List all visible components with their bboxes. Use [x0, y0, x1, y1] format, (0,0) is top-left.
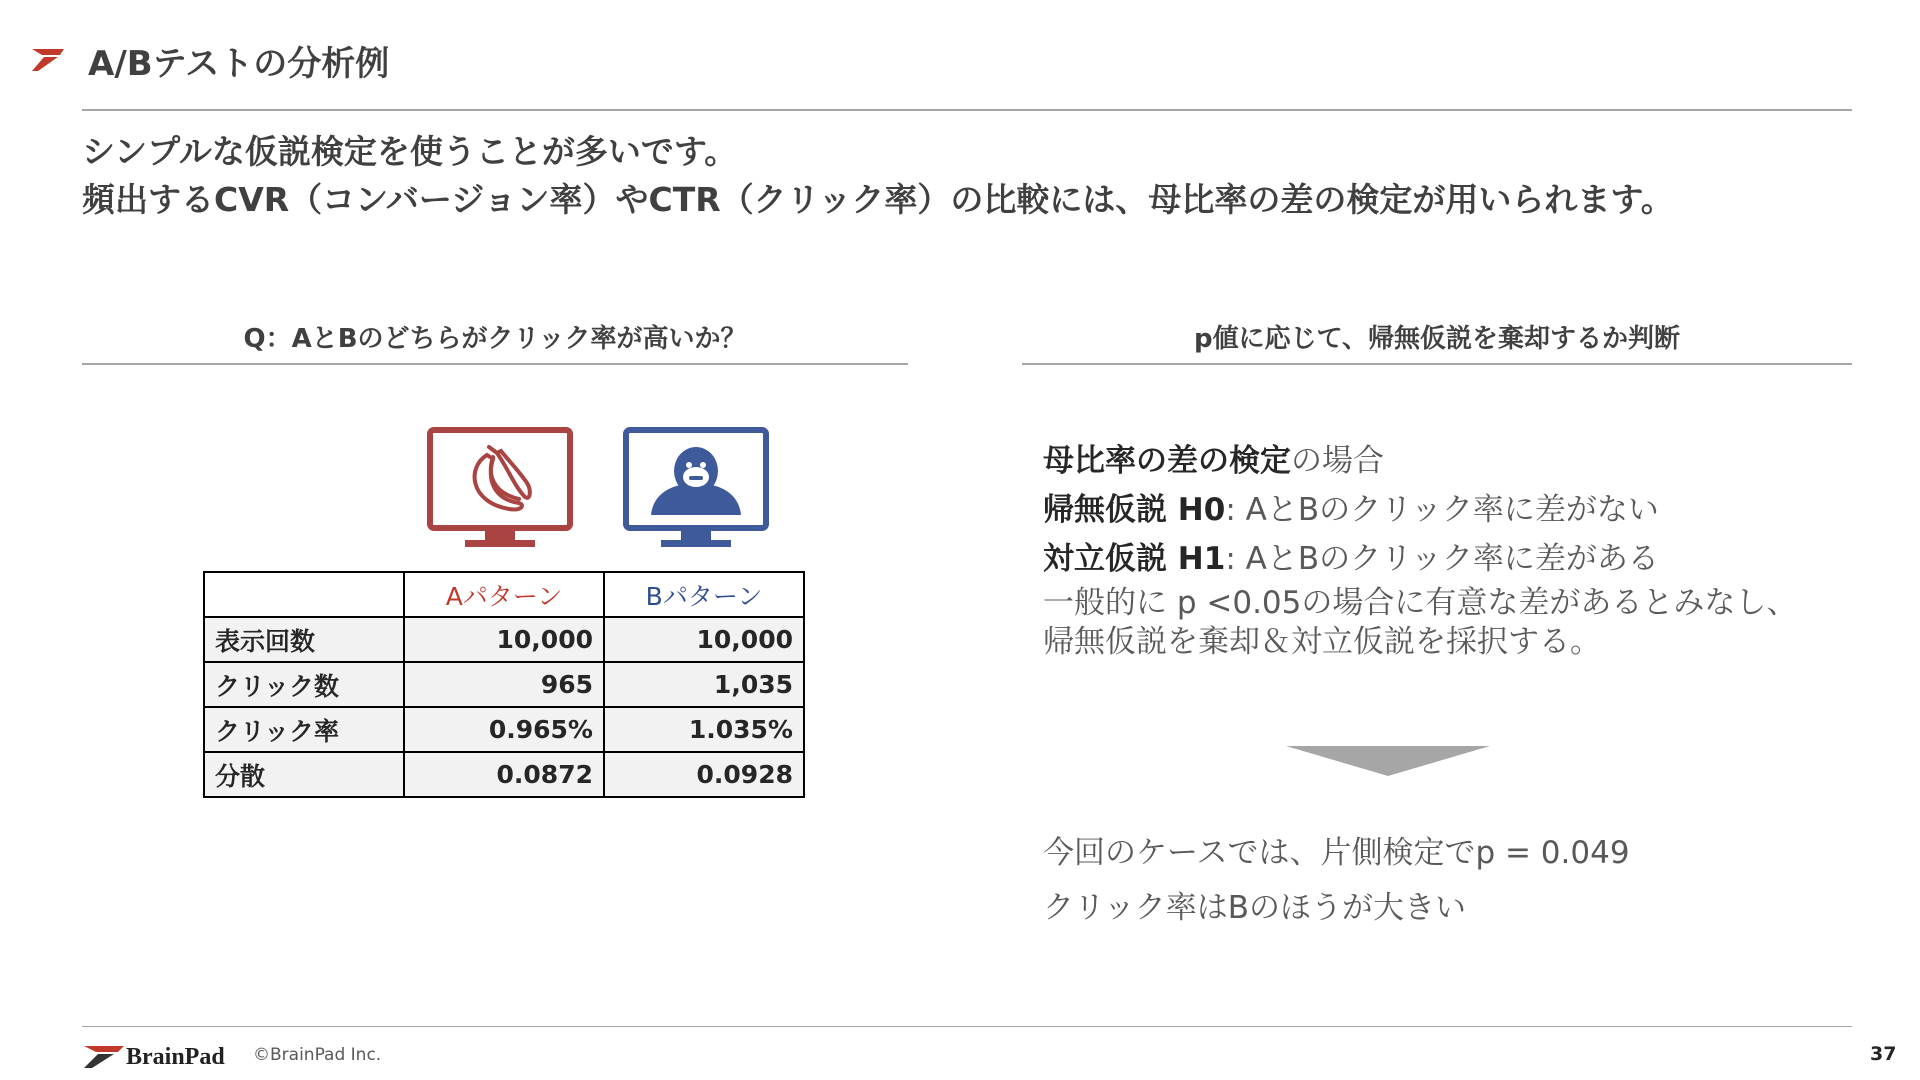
alt-hypothesis-line [1043, 535, 1797, 584]
down-arrow-icon [1286, 746, 1490, 776]
brainpad-logo [82, 1040, 242, 1070]
significance-note-2: 帰無仮説を棄却＆対立仮説を採択する。 [1043, 624, 1601, 660]
cell-b: 1,035 [604, 662, 804, 707]
row-label: 表示回数 [204, 617, 404, 662]
copyright-text: ©BrainPad Inc. [253, 1045, 382, 1065]
test-name-line [1043, 437, 1797, 486]
monitor-b-icon [623, 427, 769, 549]
test-name-suffix: の場合 [1291, 443, 1384, 479]
brainpad-logo-text: BrainPad [126, 1044, 225, 1070]
null-hypothesis-text: : AとBのクリック率に差がない [1225, 492, 1659, 528]
title-divider [82, 109, 1852, 111]
alt-hypothesis-label: 対立仮説 H1 [1043, 541, 1226, 577]
column-header-a: Aパターン [404, 572, 604, 617]
result-line-2: クリック率はBのほうが大きい [1043, 890, 1467, 926]
footer-divider [82, 1026, 1852, 1027]
cell-a: 0.965% [404, 707, 604, 752]
table-corner-cell [204, 572, 404, 617]
row-label: 分散 [204, 752, 404, 797]
cell-b: 1.035% [604, 707, 804, 752]
cell-a: 965 [404, 662, 604, 707]
right-section-heading: p値に応じて、帰無仮説を棄却するか判断 [1193, 324, 1681, 354]
result-block [1043, 826, 1630, 936]
result-line-1: 今回のケースでは、片側検定でp = 0.049 [1043, 835, 1630, 871]
lead-line-1: シンプルな仮説検定を使うことが多いです。 [82, 132, 738, 171]
table-row [204, 617, 804, 662]
significance-note-1: 一般的に p <0.05の場合に有意な差があるとみなし、 [1043, 585, 1798, 621]
row-label: クリック率 [204, 707, 404, 752]
table-row [204, 752, 804, 797]
left-section-heading: Q：AとBのどちらがクリック率が高いか？ [243, 324, 747, 354]
table-row [204, 662, 804, 707]
null-hypothesis-label: 帰無仮説 H0 [1043, 492, 1226, 528]
cell-a: 10,000 [404, 617, 604, 662]
brand-mark-icon [30, 47, 66, 73]
alt-hypothesis-text: : AとBのクリック率に差がある [1225, 541, 1659, 577]
monitor-a-icon [427, 427, 573, 549]
table-header-row [204, 572, 804, 617]
page-number: 37 [1870, 1043, 1897, 1065]
test-name: 母比率の差の検定 [1043, 443, 1291, 479]
lead-line-2: 頻出するCVR（コンバージョン率）やCTR（クリック率）の比較には、母比率の差の検定が用いられます。 [82, 180, 1674, 219]
lead-text [82, 128, 1674, 224]
hypothesis-block [1043, 437, 1797, 662]
cell-b: 0.0928 [604, 752, 804, 797]
left-section-divider [82, 363, 908, 365]
table-row [204, 707, 804, 752]
right-section-divider [1022, 363, 1852, 365]
column-header-b: Bパターン [604, 572, 804, 617]
ab-comparison-table [203, 571, 805, 798]
cell-b: 10,000 [604, 617, 804, 662]
null-hypothesis-line [1043, 486, 1797, 535]
slide-title: A/Bテストの分析例 [88, 44, 390, 84]
cell-a: 0.0872 [404, 752, 604, 797]
row-label: クリック数 [204, 662, 404, 707]
